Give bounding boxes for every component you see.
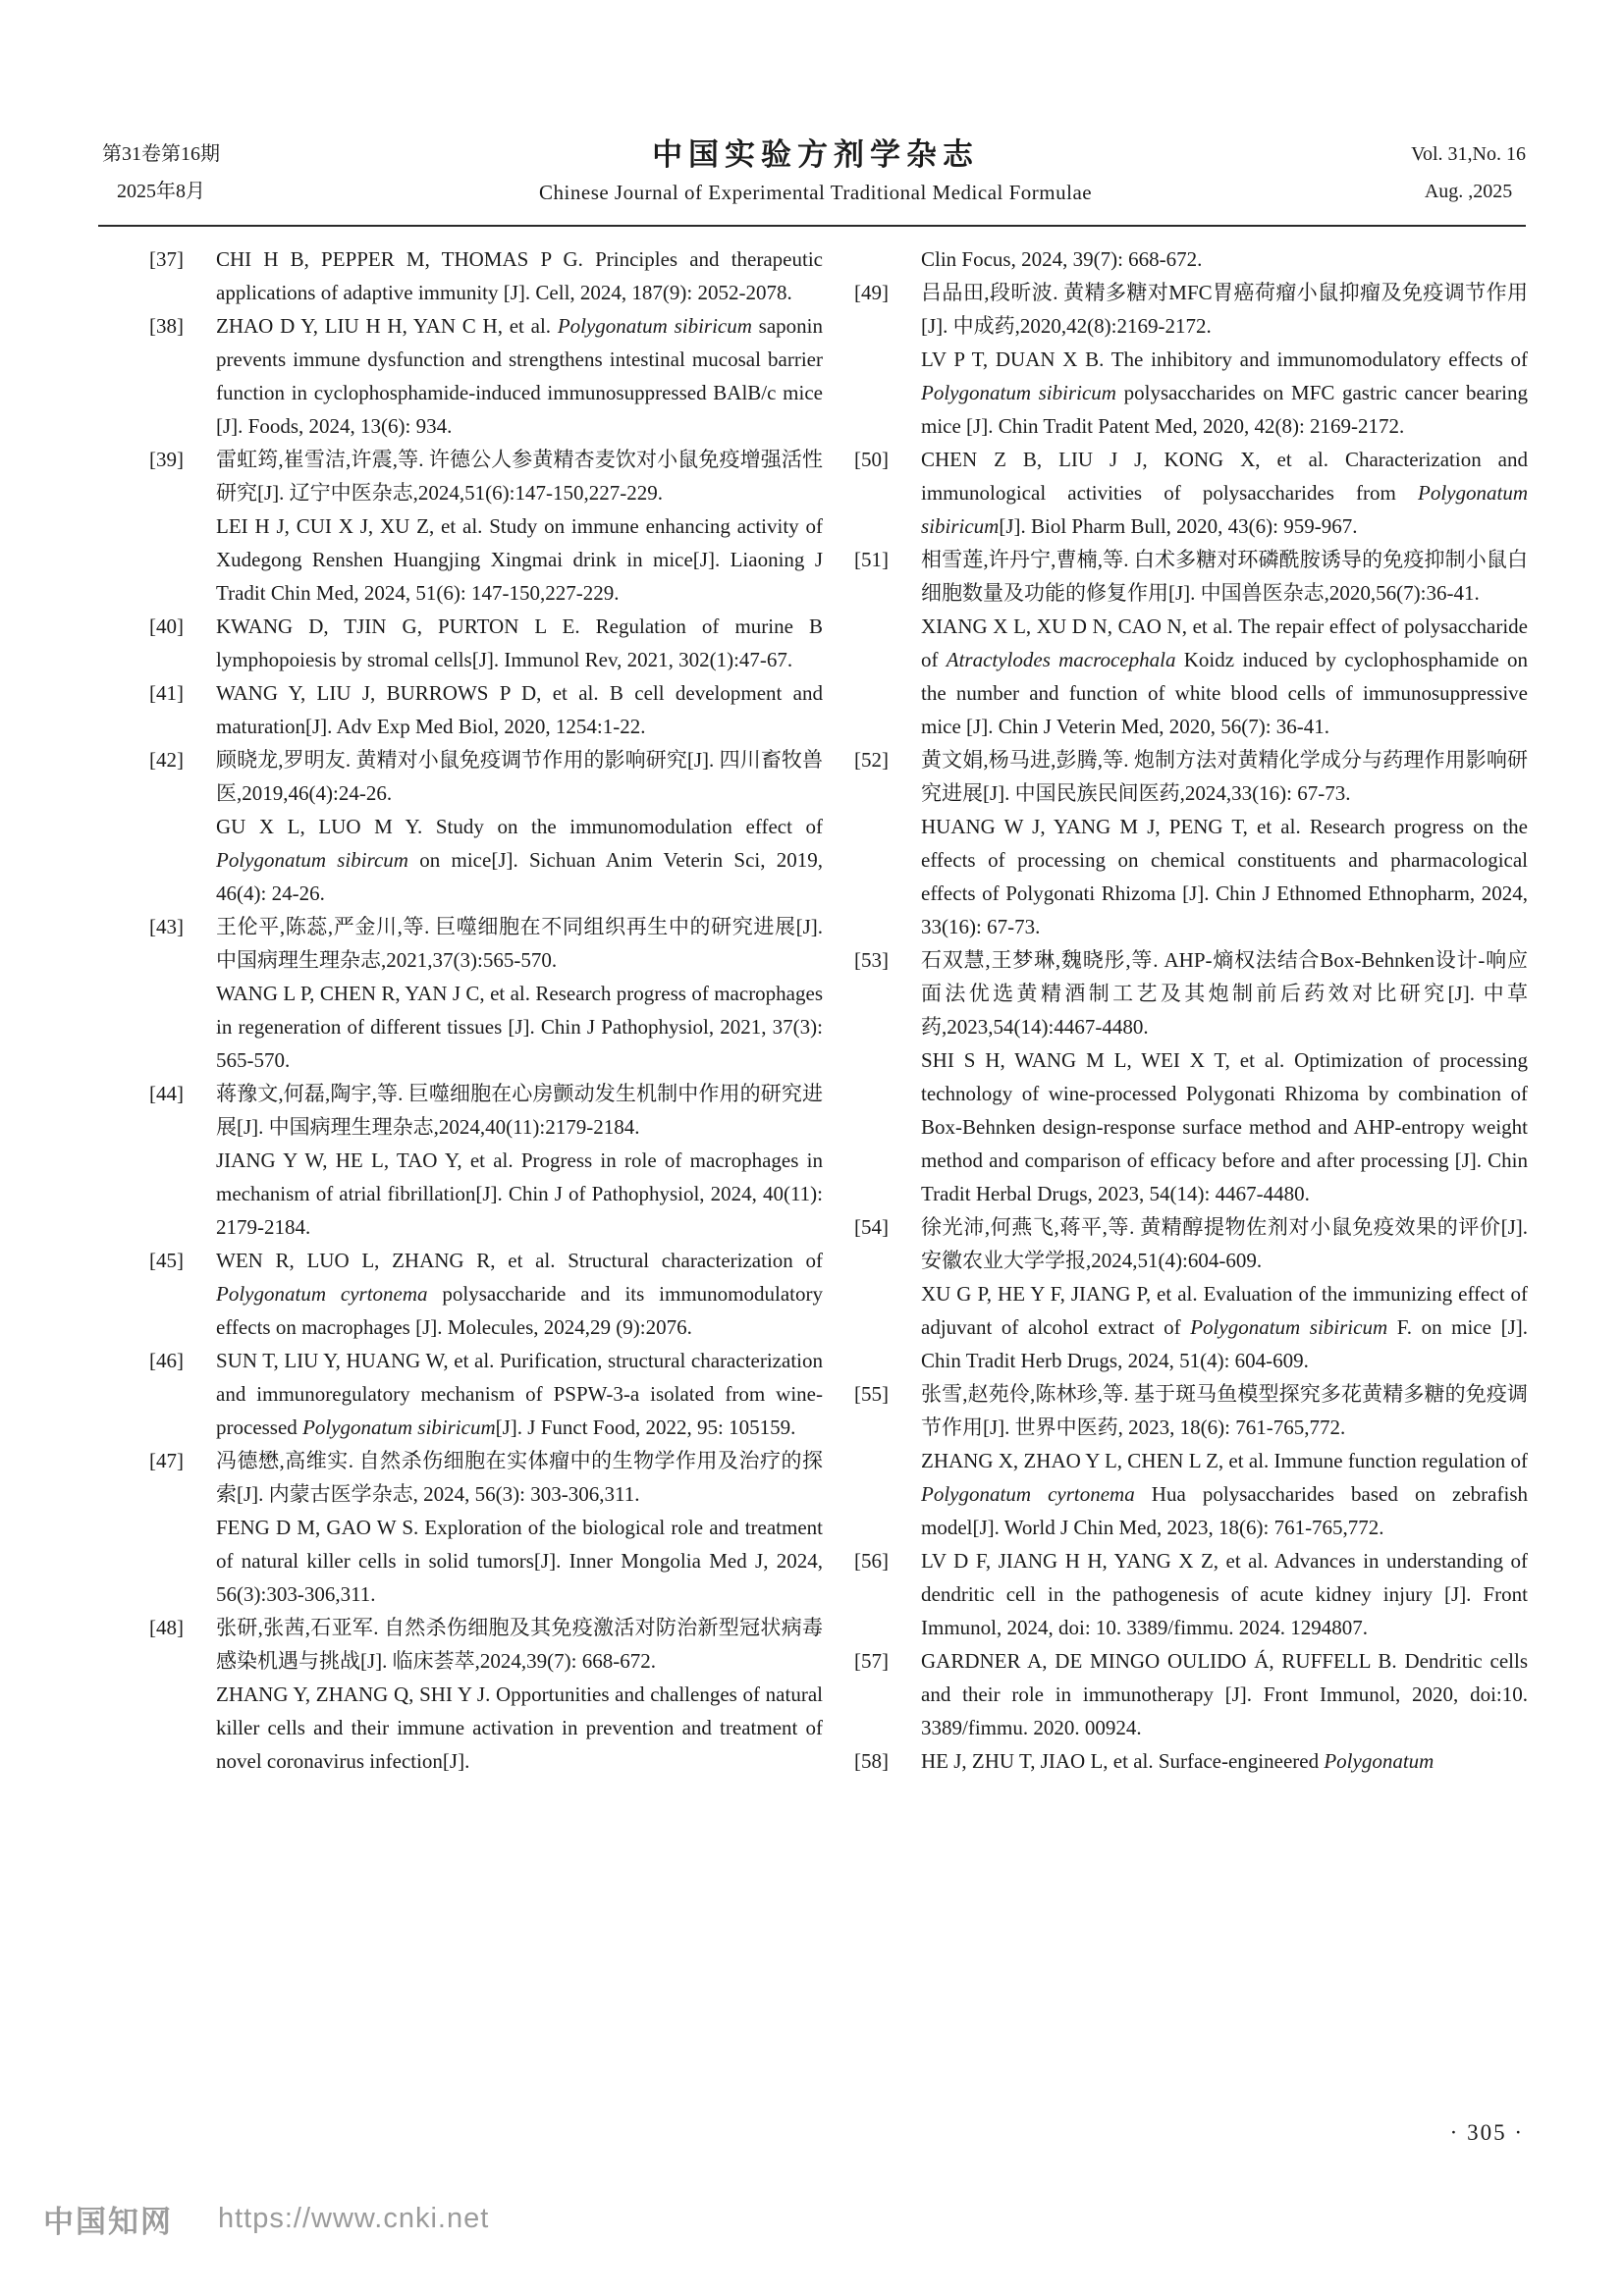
cnki-logo: 中国知网 xyxy=(43,2205,173,2239)
reference-body xyxy=(921,276,1528,443)
reference-body xyxy=(921,1210,1528,1377)
reference-number: [42] xyxy=(149,748,184,772)
reference-number: [45] xyxy=(149,1249,184,1272)
reference-number: [37] xyxy=(149,247,184,271)
reference-item xyxy=(149,676,823,743)
reference-text: LEI H J, CUI X J, XU Z, et al. Study on immune enhancing activity of Xudegong Renshen Huangjing Xingmai drink in mice[J]. Liaoning J Tradit Chin Med, 2024, 51(6): 147-150,227-229. xyxy=(216,514,823,605)
reference-text: 吕品田,段昕波. 黄精多糖对MFC胃癌荷瘤小鼠抑瘤及免疫调节作用[J]. 中成药,2020,42(8):2169-2172. xyxy=(921,281,1528,338)
reference-number: [57] xyxy=(854,1649,889,1673)
journal-title-cn: 中国实验方剂学杂志 xyxy=(652,137,980,172)
reference-number: [46] xyxy=(149,1349,184,1372)
reference-body xyxy=(921,1744,1528,1778)
issue-date-en: Aug. ,2025 xyxy=(1424,181,1513,202)
reference-body xyxy=(921,443,1528,543)
reference-number: [39] xyxy=(149,448,184,471)
reference-number: [50] xyxy=(854,448,889,471)
reference-item xyxy=(149,1244,823,1344)
reference-body xyxy=(216,1344,823,1444)
reference-text: WANG L P, CHEN R, YAN J C, et al. Research progress of macrophages in regeneration of different tissues [J]. Chin J Pathophysiol, 2021, 37(3): 565-570. xyxy=(216,982,823,1072)
reference-body xyxy=(921,1377,1528,1544)
reference-body xyxy=(216,610,823,676)
reference-number: [44] xyxy=(149,1082,184,1105)
reference-text: GARDNER A, DE MINGO OULIDO Á, RUFFELL B. Dendritic cells and their role in immunotherapy [J]. Front Immunol, 2020, doi:10. 3389/fimmu. 2020. 00924. xyxy=(921,1649,1528,1739)
reference-text: Clin Focus, 2024, 39(7): 668-672. xyxy=(921,247,1203,271)
reference-number: [51] xyxy=(854,548,889,571)
reference-item xyxy=(854,443,1528,543)
reference-text: ZHANG Y, ZHANG Q, SHI Y J. Opportunities and challenges of natural killer cells and their immune activation in prevention and treatment of novel coronavirus infection[J]. xyxy=(216,1682,823,1773)
reference-body xyxy=(216,309,823,443)
reference-item xyxy=(854,1644,1528,1744)
reference-text: SHI S H, WANG M L, WEI X T, et al. Optimization of processing technology of wine-processed Polygonati Rhizoma by combination of Box-Behnken design-response surface method and AHP-entropy weight method and comparison of efficacy before and after processing [J]. Chin Tradit Herbal Drugs, 2023, 54(14): 4467-4480. xyxy=(921,1048,1528,1205)
reference-text: KWANG D, TJIN G, PURTON L E. Regulation of murine B lymphopoiesis by stromal cells[J]. Immunol Rev, 2021, 302(1):47-67. xyxy=(216,614,823,671)
volume-issue-cn: 第31卷第16期 xyxy=(102,143,220,165)
reference-item xyxy=(149,1444,823,1611)
reference-text: 王伦平,陈蕊,严金川,等. 巨噬细胞在不同组织再生中的研究进展[J]. 中国病理生理杂志,2021,37(3):565-570. xyxy=(216,915,823,972)
reference-number: [41] xyxy=(149,681,184,705)
journal-title-en: Chinese Journal of Experimental Traditional Medical Formulae xyxy=(539,181,1093,204)
reference-item xyxy=(854,242,1528,276)
reference-item xyxy=(854,1210,1528,1377)
reference-text: XU G P, HE Y F, JIANG P, et al. Evaluation of the immunizing effect of adjuvant of alcohol extract of Polygonatum sibiricum F. on mice [J]. Chin Tradit Herb Drugs, 2024, 51(4): 604-609. xyxy=(921,1282,1528,1372)
reference-number: [54] xyxy=(854,1215,889,1239)
reference-item xyxy=(149,443,823,610)
reference-text: 徐光沛,何燕飞,蒋平,等. 黄精醇提物佐剂对小鼠免疫效果的评价[J]. 安徽农业大学学报,2024,51(4):604-609. xyxy=(921,1215,1528,1272)
page-header xyxy=(102,135,1526,210)
reference-text: ZHANG X, ZHAO Y L, CHEN L Z, et al. Immune function regulation of Polygonatum cyrtonema Hua polysaccharides based on zebrafish model[J]. World J Chin Med, 2023, 18(6): 761-765,772. xyxy=(921,1449,1528,1539)
reference-item xyxy=(854,276,1528,443)
reference-body xyxy=(921,943,1528,1210)
reference-body xyxy=(216,910,823,1077)
reference-text: JIANG Y W, HE L, TAO Y, et al. Progress in role of macrophages in mechanism of atrial fibrillation[J]. Chin J of Pathophysiol, 2024, 40(11): 2179-2184. xyxy=(216,1148,823,1239)
volume-issue-en: Vol. 31,No. 16 xyxy=(1411,143,1526,165)
reference-text: 蒋豫文,何磊,陶宇,等. 巨噬细胞在心房颤动发生机制中作用的研究进展[J]. 中国病理生理杂志,2024,40(11):2179-2184. xyxy=(216,1082,823,1139)
reference-number: [49] xyxy=(854,281,889,304)
reference-number: [40] xyxy=(149,614,184,638)
reference-text: 张雪,赵苑伶,陈林珍,等. 基于斑马鱼模型探究多花黄精多糖的免疫调节作用[J]. 世界中医药, 2023, 18(6): 761-765,772. xyxy=(921,1382,1528,1439)
reference-text: SUN T, LIU Y, HUANG W, et al. Purification, structural characterization and immunoregulatory mechanism of PSPW-3-a isolated from wine-processed Polygonatum sibiricum[J]. J Funct Food, 2022, 95: 105159. xyxy=(216,1349,823,1439)
reference-item xyxy=(149,242,823,309)
reference-body xyxy=(216,1444,823,1611)
reference-item xyxy=(854,543,1528,743)
page-footer xyxy=(43,2197,489,2241)
reference-text: GU X L, LUO M Y. Study on the immunomodulation effect of Polygonatum sibircum on mice[J]. Sichuan Anim Veterin Sci, 2019, 46(4): 24-26. xyxy=(216,815,823,905)
reference-body xyxy=(216,676,823,743)
reference-text: LV P T, DUAN X B. The inhibitory and immunomodulatory effects of Polygonatum sibiricum polysaccharides on MFC gastric cancer bearing mice [J]. Chin Tradit Patent Med, 2020, 42(8): 2169-2172. xyxy=(921,347,1528,438)
reference-item xyxy=(149,910,823,1077)
reference-item xyxy=(854,1744,1528,1778)
references-section xyxy=(149,242,1528,1778)
reference-text: CHEN Z B, LIU J J, KONG X, et al. Characterization and immunological activities of polysaccharides from Polygonatum sibiricum[J]. Biol Pharm Bull, 2020, 43(6): 959-967. xyxy=(921,448,1528,538)
cnki-url: https://www.cnki.net xyxy=(218,2203,490,2234)
reference-item xyxy=(854,1544,1528,1644)
reference-text: 黄文娟,杨马进,彭腾,等. 炮制方法对黄精化学成分与药理作用影响研究进展[J]. 中国民族民间医药,2024,33(16): 67-73. xyxy=(921,748,1528,805)
reference-item xyxy=(149,610,823,676)
references-column-right xyxy=(854,242,1528,1778)
reference-text: 顾晓龙,罗明友. 黄精对小鼠免疫调节作用的影响研究[J]. 四川畜牧兽医,2019,46(4):24-26. xyxy=(216,748,823,805)
reference-body xyxy=(921,543,1528,743)
references-column-left xyxy=(149,242,823,1778)
reference-item xyxy=(149,309,823,443)
reference-text: HUANG W J, YANG M J, PENG T, et al. Research progress on the effects of processing on chemical constituents and pharmacological effects of Polygonati Rhizoma [J]. Chin J Ethnomed Ethnopharm, 2024, 33(16): 67-73. xyxy=(921,815,1528,938)
reference-number: [47] xyxy=(149,1449,184,1472)
reference-number xyxy=(854,242,921,276)
reference-body xyxy=(216,1611,823,1778)
header-left-block xyxy=(102,135,220,210)
reference-text: WANG Y, LIU J, BURROWS P D, et al. B cell development and maturation[J]. Adv Exp Med Biol, 2020, 1254:1-22. xyxy=(216,681,823,738)
reference-item xyxy=(149,1077,823,1244)
reference-item xyxy=(149,1344,823,1444)
reference-text: FENG D M, GAO W S. Exploration of the biological role and treatment of natural killer cells in solid tumors[J]. Inner Mongolia Med J, 2024, 56(3):303-306,311. xyxy=(216,1516,823,1606)
reference-body xyxy=(921,743,1528,943)
reference-number: [58] xyxy=(854,1749,889,1773)
reference-body xyxy=(921,1544,1528,1644)
reference-number: [48] xyxy=(149,1616,184,1639)
reference-body xyxy=(216,242,823,309)
page-number: · 305 · xyxy=(1449,2120,1524,2145)
reference-item xyxy=(854,1377,1528,1544)
reference-number: [56] xyxy=(854,1549,889,1573)
reference-text: 冯德懋,高维实. 自然杀伤细胞在实体瘤中的生物学作用及治疗的探索[J]. 内蒙古医学杂志, 2024, 56(3): 303-306,311. xyxy=(216,1449,823,1506)
reference-body xyxy=(216,1244,823,1344)
reference-text: XIANG X L, XU D N, CAO N, et al. The repair effect of polysaccharide of Atractylodes macrocephala Koidz induced by cyclophosphamide on the number and function of white blood cells of immunosuppressive mice [J]. Chin J Veterin Med, 2020, 56(7): 36-41. xyxy=(921,614,1528,738)
reference-item xyxy=(854,743,1528,943)
reference-body xyxy=(216,743,823,910)
reference-item xyxy=(149,743,823,910)
reference-number: [43] xyxy=(149,915,184,938)
reference-text: LV D F, JIANG H H, YANG X Z, et al. Advances in understanding of dendritic cell in the pathogenesis of acute kidney injury [J]. Front Immunol, 2024, doi: 10. 3389/fimmu. 2024. 1294807. xyxy=(921,1549,1528,1639)
header-divider xyxy=(98,225,1526,227)
reference-number: [53] xyxy=(854,948,889,972)
reference-body xyxy=(921,242,1528,276)
reference-item xyxy=(854,943,1528,1210)
reference-number: [38] xyxy=(149,314,184,338)
reference-body xyxy=(216,443,823,610)
reference-text: 石双慧,王梦琳,魏晓彤,等. AHP-熵权法结合Box-Behnken设计-响应面法优选黄精酒制工艺及其炮制前后药效对比研究[J]. 中草药,2023,54(14):4467-4480. xyxy=(921,948,1528,1039)
header-center-block xyxy=(220,135,1411,210)
reference-item xyxy=(149,1611,823,1778)
issue-date-cn: 2025年8月 xyxy=(117,181,205,202)
reference-number: [52] xyxy=(854,748,889,772)
reference-body xyxy=(921,1644,1528,1744)
reference-text: ZHAO D Y, LIU H H, YAN C H, et al. Polygonatum sibiricum saponin prevents immune dysfunction and strengthens intestinal mucosal barrier function in cyclophosphamide-induced immunosuppressed BAlB/c mice [J]. Foods, 2024, 13(6): 934. xyxy=(216,314,824,438)
reference-text: WEN R, LUO L, ZHANG R, et al. Structural characterization of Polygonatum cyrtonema polysaccharide and its immunomodulatory effects on macrophages [J]. Molecules, 2024,29 (9):2076. xyxy=(216,1249,823,1339)
reference-number: [55] xyxy=(854,1382,889,1406)
reference-text: HE J, ZHU T, JIAO L, et al. Surface-engineered Polygonatum xyxy=(921,1749,1435,1773)
reference-text: 雷虹筠,崔雪洁,许震,等. 许德公人参黄精杏麦饮对小鼠免疫增强活性研究[J]. 辽宁中医杂志,2024,51(6):147-150,227-229. xyxy=(216,448,823,505)
reference-text: 相雪莲,许丹宁,曹楠,等. 白术多糖对环磷酰胺诱导的免疫抑制小鼠白细胞数量及功能的修复作用[J]. 中国兽医杂志,2020,56(7):36-41. xyxy=(921,548,1528,605)
header-right-block xyxy=(1411,135,1526,210)
reference-text: CHI H B, PEPPER M, THOMAS P G. Principles and therapeutic applications of adaptive immunity [J]. Cell, 2024, 187(9): 2052-2078. xyxy=(216,247,823,304)
reference-body xyxy=(216,1077,823,1244)
reference-text: 张研,张茜,石亚军. 自然杀伤细胞及其免疫激活对防治新型冠状病毒感染机遇与挑战[J]. 临床荟萃,2024,39(7): 668-672. xyxy=(216,1616,823,1673)
